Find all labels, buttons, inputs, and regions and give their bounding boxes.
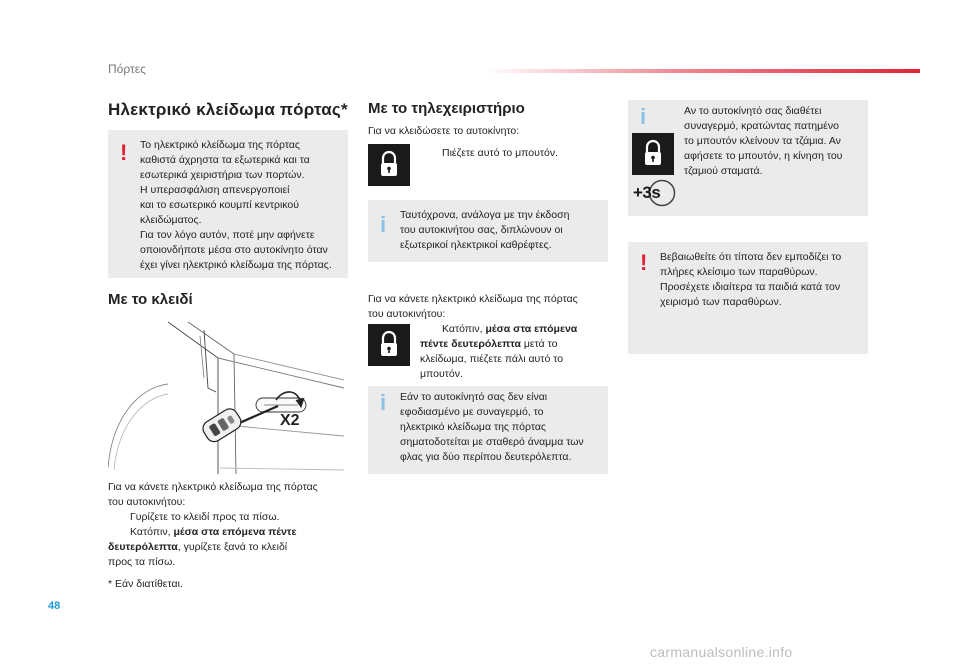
lock-button-icon — [632, 133, 674, 175]
page-number: 48 — [48, 600, 61, 612]
subtitle-remote: Με το τηλεχειριστήριο — [368, 100, 525, 117]
list-item: Πιέζετε αυτό το μπουτόν. — [420, 146, 558, 161]
bullet-icon — [108, 525, 130, 540]
info-text: Ταυτόχρονα, ανάλογα με την έκδοση του αυτοκινήτου σας, διπλώνουν οι εξωτερικοί ηλεκτρικοί καθρέφτες. — [400, 209, 570, 251]
list-item: Κατόπιν, μέσα στα επόμενα — [420, 322, 610, 337]
header-rule — [484, 69, 920, 73]
lock-button-icon — [368, 324, 410, 366]
page-title: Ηλεκτρικό κλείδωμα πόρτας* — [108, 100, 348, 119]
warning-text: Το ηλεκτρικό κλείδωμα της πόρτας καθιστά άχρηστα τα εξωτερικά και τα εσωτερικά χειριστήρια των πορτών. Η υπερασφάλιση απενεργοποιεί και το εσωτερικό κουμπί κεντρικού κλειδώματος. Για τον λόγο αυτόν, ποτέ μην αφήνετε οποιονδήποτε μέσα στο αυτοκίνητο όταν έχει γίνει ηλεκτρικό κλείδωμα της πόρτας. — [140, 139, 332, 271]
warning-icon: ! — [120, 140, 128, 165]
key-instructions: Για να κάνετε ηλεκτρικό κλείδωμα της πόρτας του αυτοκινήτου: Γυρίζετε το κλειδί προς τα πίσω. Κατόπιν, μέσα στα επόμενα πέντε δευτερόλεπτα, γυρίζετε ξανά το κλειδί προς τα πίσω. — [108, 480, 353, 570]
footnote: * Εάν διατίθεται. — [108, 578, 183, 590]
remote-intro: Για να κλειδώσετε το αυτοκίνητο: — [368, 125, 520, 137]
key-turn-count: X2 — [280, 412, 300, 429]
info-box — [368, 200, 608, 262]
bullet-icon — [108, 510, 130, 525]
warning-box — [108, 130, 348, 278]
info-icon: i — [380, 390, 387, 415]
hold-3s-label: +3s — [633, 183, 661, 202]
deadlock-intro: Για να κάνετε ηλεκτρικό κλείδωμα της πόρτας του αυτοκινήτου: — [368, 293, 578, 320]
bullet-icon — [420, 322, 442, 337]
warning-box — [628, 242, 868, 354]
warning-icon: ! — [640, 250, 648, 275]
deadlock-steps: Κατόπιν, μέσα στα επόμενα πέντε δευτερόλεπτα μετά το κλείδωμα, πιέζετε πάλι αυτό το μπουτόν. — [420, 322, 610, 382]
info-text: Αν το αυτοκίνητό σας διαθέτει συναγερμό, κρατώντας πατημένο το μπουτόν κλείνουν τα τζάμια. Αν αφήσετε το μπουτόν, η κίνηση του τζαμιού σταματά. — [684, 105, 843, 177]
watermark: carmanualsonline.info — [650, 644, 793, 660]
info-icon: i — [640, 104, 647, 129]
bullet-icon — [420, 146, 442, 161]
list-item: Κατόπιν, μέσα στα επόμενα πέντε — [108, 525, 353, 540]
info-text: Εάν το αυτοκίνητό σας δεν είναι εφοδιασμένο με συναγερμό, το ηλεκτρικό κλείδωμα της πόρτας σηματοδοτείται με σταθερό άναμμα των φλας για δύο περίπου δευτερόλεπτα. — [400, 391, 584, 463]
info-box — [368, 386, 608, 474]
info-icon: i — [380, 212, 387, 237]
subtitle-key: Με το κλειδί — [108, 291, 193, 308]
key-illustration — [108, 318, 348, 474]
lock-button-icon — [368, 144, 410, 186]
section-label: Πόρτες — [108, 62, 146, 76]
warning-text: Βεβαιωθείτε ότι τίποτα δεν εμποδίζει το πλήρες κλείσιμο των παραθύρων. Προσέχετε ιδιαίτερα τα παιδιά κατά τον χειρισμό των παραθύρων. — [660, 251, 842, 308]
list-item: Γυρίζετε το κλειδί προς τα πίσω. — [108, 510, 353, 525]
hold-3s-icon — [632, 179, 676, 207]
